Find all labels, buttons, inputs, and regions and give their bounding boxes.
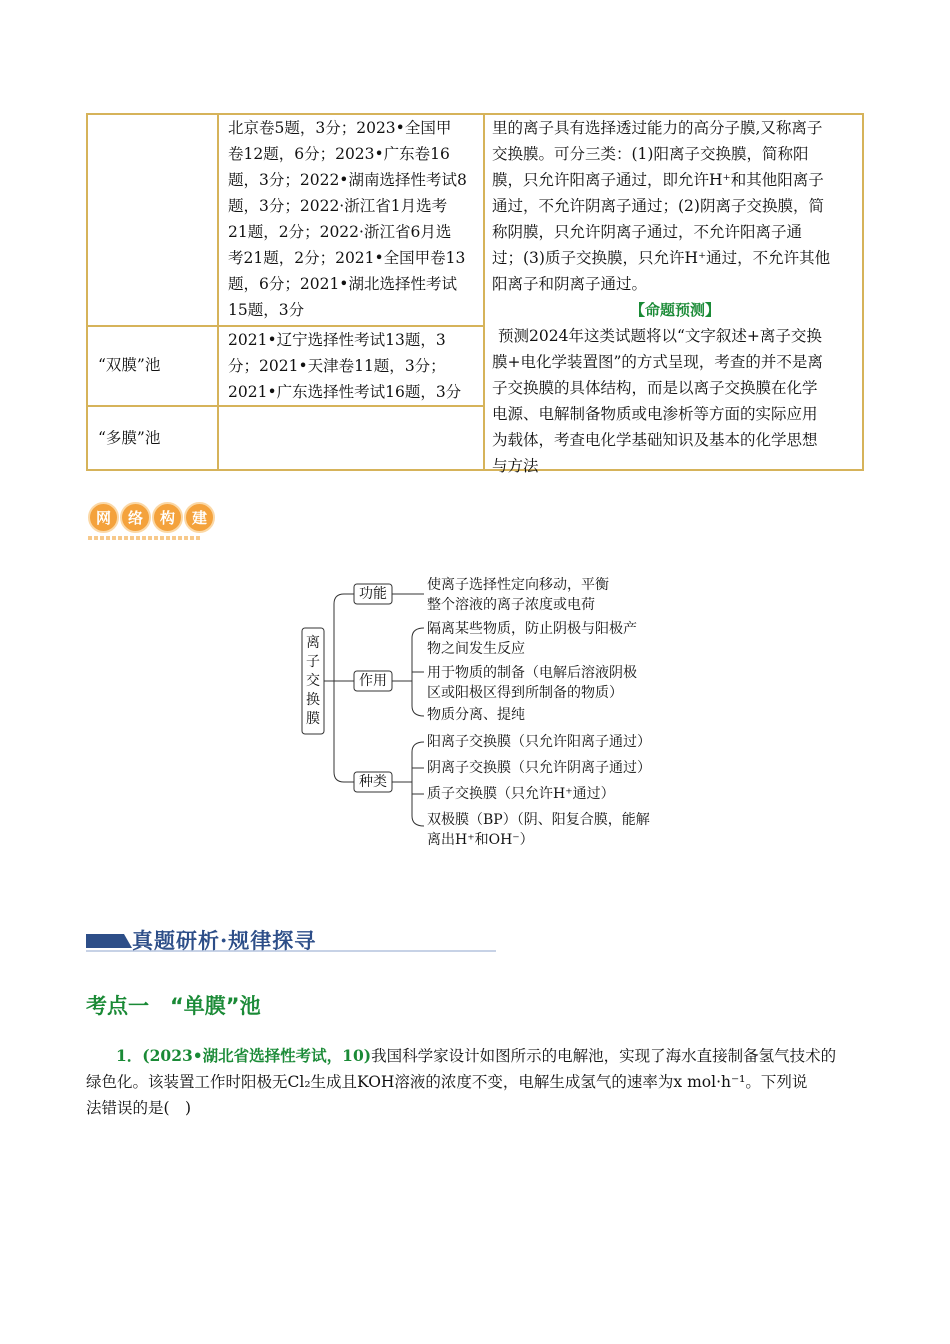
text-line: 过；(3)质子交换膜，只允许H⁺通过，不允许其他 xyxy=(492,249,831,267)
section-title: 真题研析·规律探寻 xyxy=(132,928,317,953)
leaf-line: 隔离某些物质，防止阴极与阳极产 xyxy=(427,621,637,637)
question-number: 1． xyxy=(116,1046,143,1065)
text-line: 2021•广东选择性考试16题，3分 xyxy=(228,383,462,401)
leaf-line: 物之间发生反应 xyxy=(427,641,525,657)
table-cell-type: “双膜”池 xyxy=(98,356,161,374)
text-line: 通过，不允许阴离子通过；(2)阴离子交换膜，简 xyxy=(492,197,824,215)
table-cell-analysis xyxy=(486,115,864,479)
badge-underline xyxy=(88,536,200,540)
text-line: 电源、电解制备物质或电渗析等方面的实际应用 xyxy=(492,405,818,423)
table-divider xyxy=(88,405,484,407)
exam-table xyxy=(86,113,864,475)
mindmap-leaf xyxy=(427,810,650,850)
mindmap-leaf xyxy=(427,575,609,615)
text-line: 21题，2分；2022·浙江省6月选 xyxy=(228,223,452,241)
text-line: 为载体，考查电化学基础知识及基本的化学思想 xyxy=(492,431,818,449)
question-line: 法错误的是( ) xyxy=(86,1099,192,1117)
text-line: 膜+电化学装置图”的方式呈现，考查的并不是离 xyxy=(492,353,823,371)
root-char: 交 xyxy=(306,673,320,689)
question-line xyxy=(86,1043,864,1069)
leaf-line: 用于物质的制备（电解后溶液阴极 xyxy=(427,665,637,681)
badge-char: 构 xyxy=(152,502,183,533)
text-line: 里的离子具有选择透过能力的高分子膜,又称离子 xyxy=(492,119,823,137)
mindmap-root xyxy=(306,634,320,729)
table-cell-type xyxy=(88,115,218,325)
mindmap-leaf xyxy=(427,619,637,659)
text-line: 北京卷5题，3分；2023•全国甲 xyxy=(228,119,452,137)
text-line: 15题，3分 xyxy=(228,301,305,319)
text-line: 交换膜。可分三类：(1)阳离子交换膜，简称阳 xyxy=(492,145,809,163)
mindmap-branch-function: 功能 xyxy=(359,586,387,602)
kaodian-heading: 考点一 “单膜”池 xyxy=(86,994,261,1018)
question-line: 绿色化。该装置工作时阳极无Cl₂生成且KOH溶液的浓度不变，电解生成氢气的速率为x mol·h⁻¹。下列说 xyxy=(86,1073,808,1091)
text-line: 称阴膜，只允许阴离子通过，不允许阳离子通 xyxy=(492,223,803,241)
text-line: 与方法 xyxy=(492,457,539,475)
leaf-line: 整个溶液的离子浓度或电荷 xyxy=(427,597,595,613)
badge-char: 网 xyxy=(88,502,119,533)
mindmap-leaf: 阳离子交换膜（只允许阳离子通过） xyxy=(427,734,651,750)
text-line: 2021•辽宁选择性考试13题，3 xyxy=(228,331,446,349)
badge-char: 络 xyxy=(120,502,151,533)
prediction-heading: 【命题预测】 xyxy=(629,301,720,319)
text-line: 子交换膜的具体结构，而是以离子交换膜在化学 xyxy=(492,379,818,397)
text-line: 预测2024年这类试题将以“文字叙述+离子交换 xyxy=(498,327,822,345)
text-line: 膜，只允许阳离子通过，即允许H⁺和其他阳离子 xyxy=(492,171,824,189)
leaf-line: 区或阳极区得到所制备的物质） xyxy=(427,685,623,701)
text-line: 卷12题，6分；2023•广东卷16 xyxy=(228,145,450,163)
mindmap-leaf xyxy=(427,663,637,703)
leaf-line: 离出H⁺和OH⁻） xyxy=(427,832,534,848)
text-line: 题，3分；2022·浙江省1月选考 xyxy=(228,197,448,215)
text-line: 阳离子和阴离子通过。 xyxy=(492,275,648,293)
table-cell-exams xyxy=(220,115,484,323)
mindmap-leaf: 物质分离、提纯 xyxy=(427,707,525,723)
root-char: 子 xyxy=(306,654,320,670)
root-char: 换 xyxy=(306,692,320,708)
text-line: 题，3分；2022•湖南选择性考试8 xyxy=(228,171,467,189)
leaf-line: 使离子选择性定向移动，平衡 xyxy=(427,577,609,593)
mindmap-leaf: 阴离子交换膜（只允许阴离子通过） xyxy=(427,760,651,776)
question-text: 我国科学家设计如图所示的电解池，实现了海水直接制备氢气技术的 xyxy=(371,1047,837,1065)
root-char: 离 xyxy=(306,635,320,651)
table-cell-type: “多膜”池 xyxy=(98,429,161,447)
mindmap-branch-use: 作用 xyxy=(359,673,387,689)
table-cell-exams xyxy=(220,327,484,405)
question-1 xyxy=(86,1043,864,1121)
badge-char: 建 xyxy=(184,502,215,533)
text-line: 分；2021•天津卷11题，3分； xyxy=(228,357,446,375)
text-line: 题，6分；2021•湖北选择性考试 xyxy=(228,275,457,293)
text-line: 考21题，2分；2021•全国甲卷13 xyxy=(228,249,466,267)
leaf-line: 双极膜（BP）（阴、阳复合膜，能解 xyxy=(427,812,650,828)
root-char: 膜 xyxy=(306,711,320,727)
mindmap-leaf: 质子交换膜（只允许H⁺通过） xyxy=(427,786,615,802)
mindmap-branch-types: 种类 xyxy=(359,774,387,790)
section-badge xyxy=(88,502,215,536)
question-source: (2023•湖北省选择性考试，10) xyxy=(142,1046,372,1065)
